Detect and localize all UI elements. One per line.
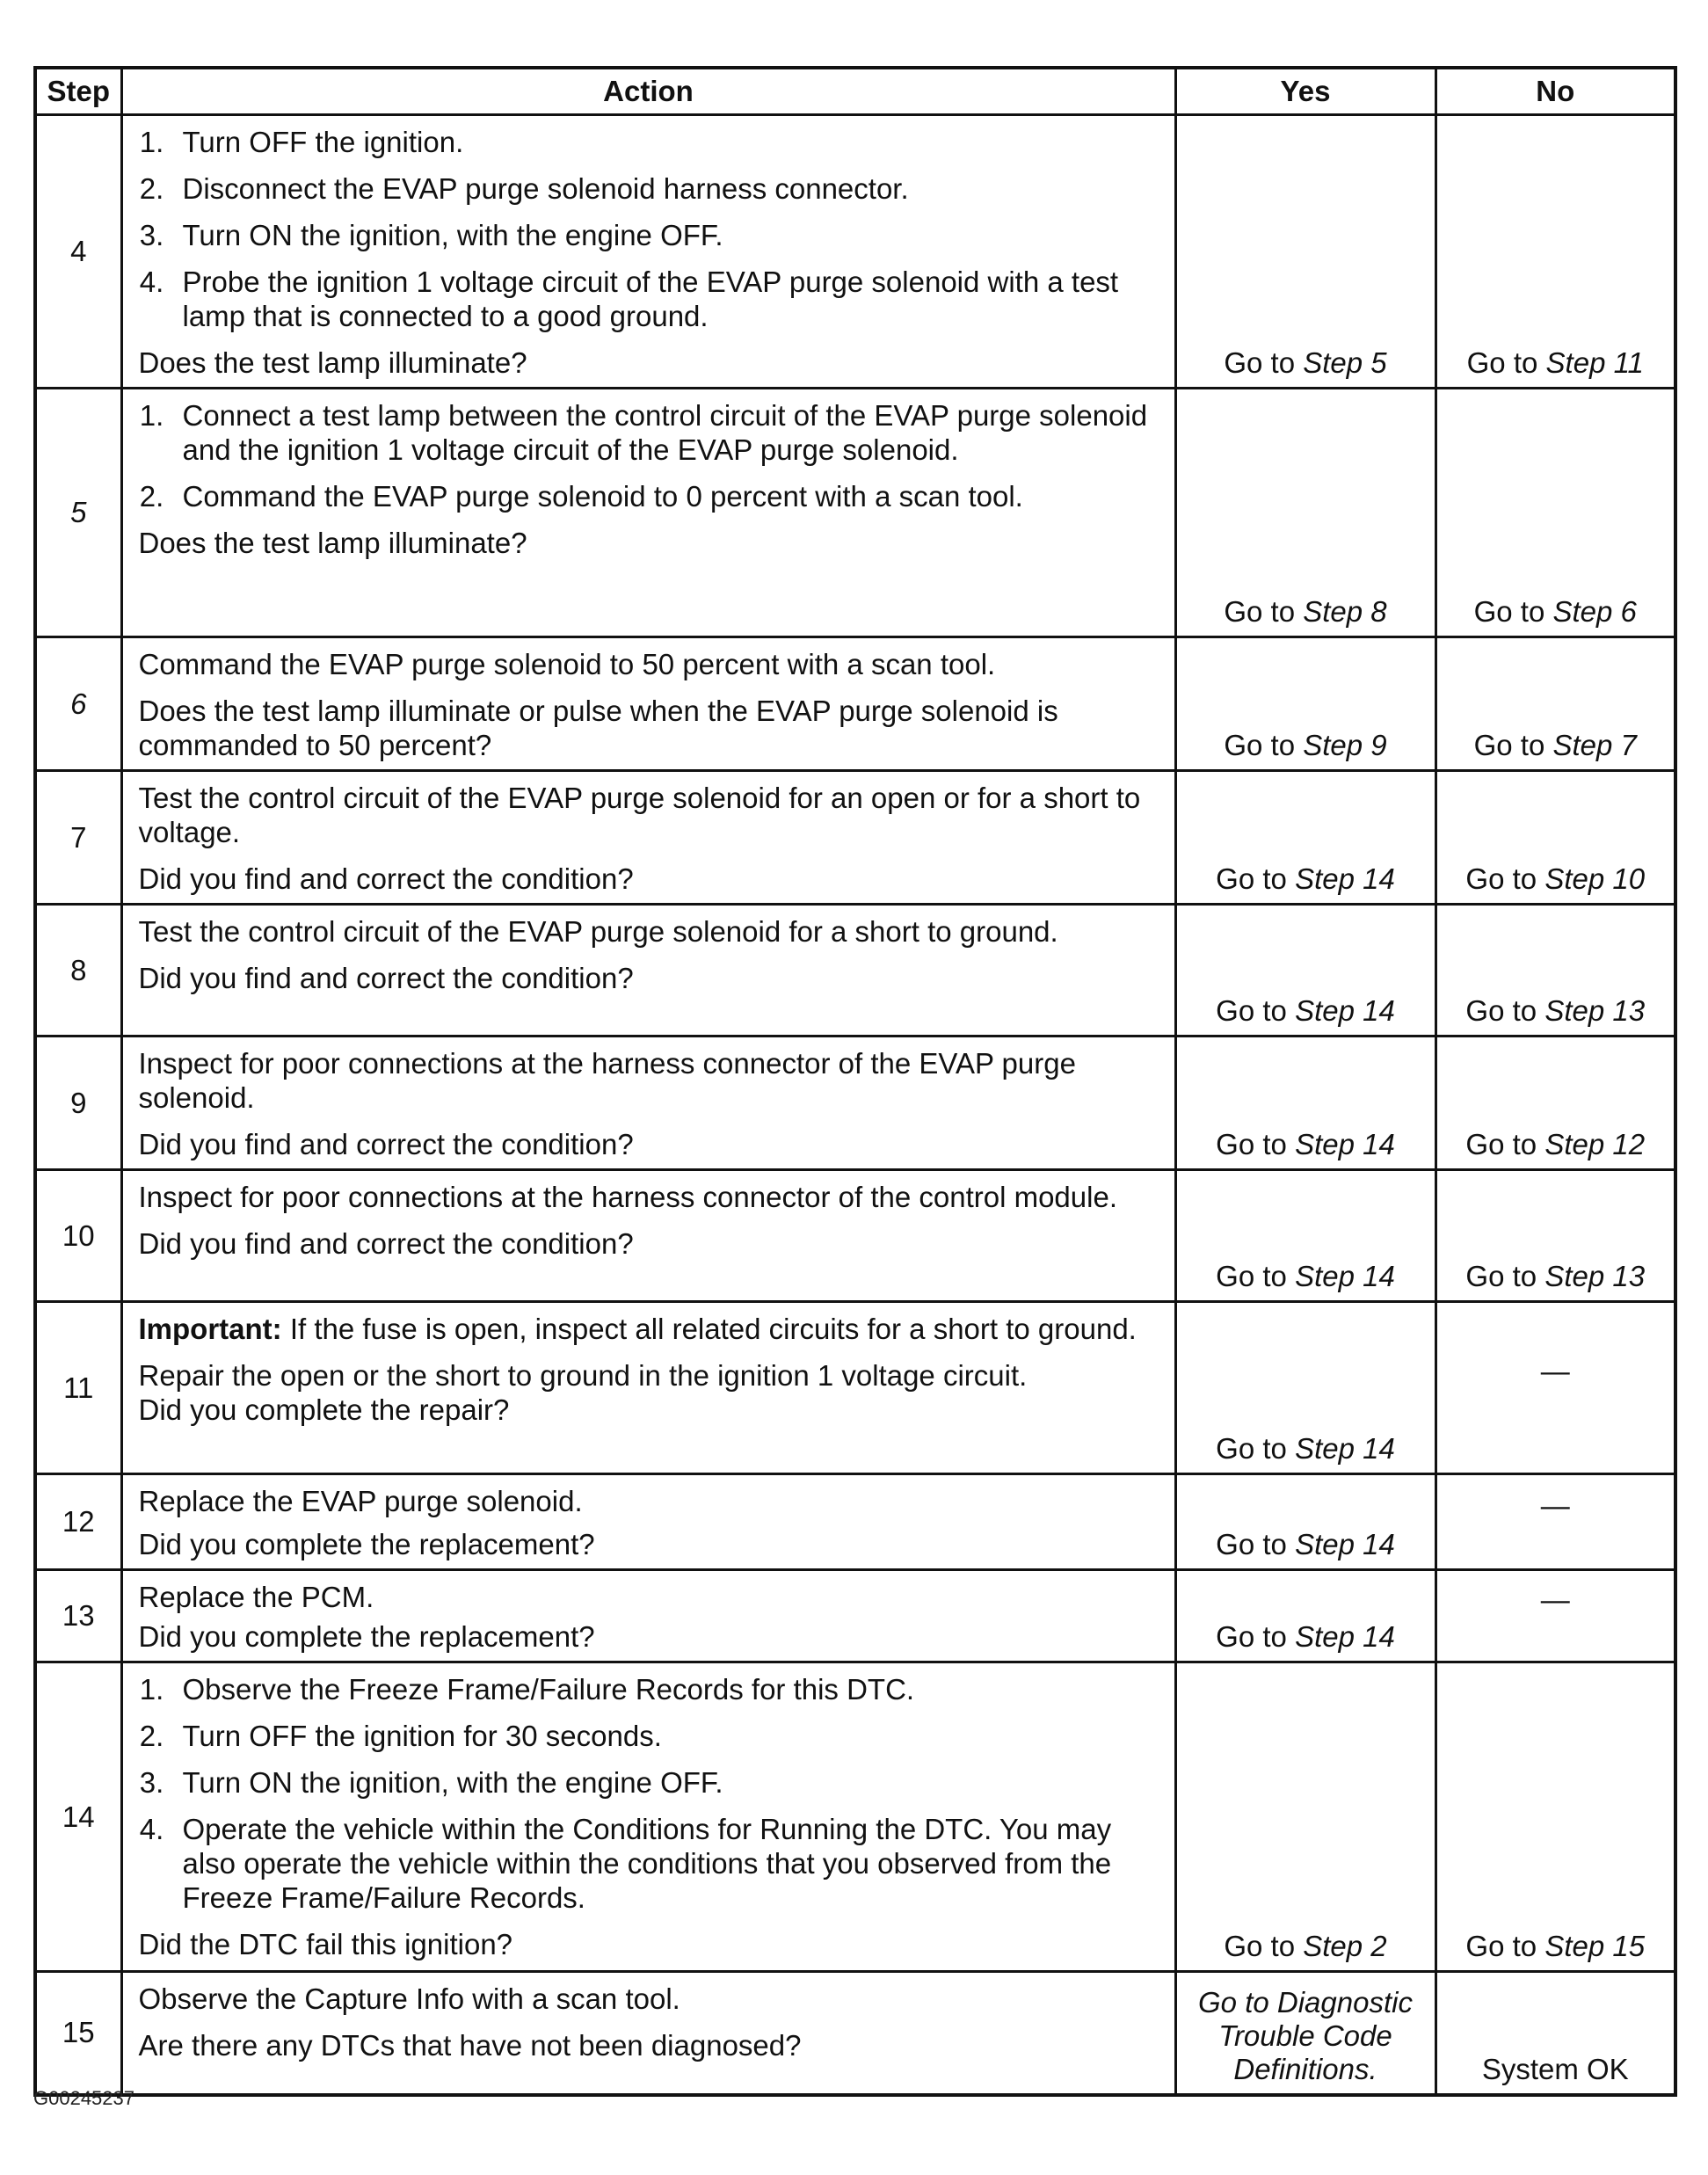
action-question: Did you find and correct the condition? <box>138 962 634 994</box>
action-question: Does the test lamp illuminate? <box>138 346 527 379</box>
table-row-step-4 <box>35 115 1675 389</box>
action-step: 4. Probe the ignition 1 voltage circuit of the EVAP purge solenoid with a test lamp that is connected to a good ground. <box>172 265 1164 333</box>
step-number: 6 <box>35 637 121 771</box>
action-cell <box>121 1037 1175 1170</box>
table-row-step-8 <box>35 905 1675 1037</box>
action-cell <box>121 1662 1175 1972</box>
no-step-link[interactable]: Step 13 <box>1544 1260 1646 1292</box>
step-number: 10 <box>35 1170 121 1302</box>
yes-step-link[interactable]: Step 2 <box>1303 1930 1387 1962</box>
action-question: Did the DTC fail this ignition? <box>138 1928 513 1960</box>
action-question: Did you find and correct the condition? <box>138 1128 634 1160</box>
yes-result[interactable] <box>1175 1972 1435 2095</box>
no-step-link[interactable]: Step 11 <box>1545 346 1644 379</box>
yes-step-link[interactable]: Step 9 <box>1303 729 1387 761</box>
yes-prefix: Go to <box>1216 1620 1296 1653</box>
action-cell <box>121 115 1175 389</box>
diagnostic-table <box>33 66 1677 2097</box>
table-row-step-15 <box>35 1972 1675 2095</box>
action-instruction: Observe the Capture Info with a scan tool. <box>138 1982 680 2015</box>
header-step: Step <box>35 68 121 115</box>
action-question: Did you find and correct the condition? <box>138 1227 634 1260</box>
action-step: 1. Observe the Freeze Frame/Failure Records for this DTC. <box>172 1672 1164 1706</box>
action-instruction: Test the control circuit of the EVAP purge solenoid for a short to ground. <box>138 915 1058 948</box>
action-step: 3. Turn ON the ignition, with the engine OFF. <box>172 218 1164 252</box>
action-question: Did you find and correct the condition? <box>138 862 634 895</box>
yes-step-link[interactable]: Step 5 <box>1303 346 1387 379</box>
step-number: 5 <box>35 389 121 637</box>
no-prefix: Go to <box>1473 595 1553 628</box>
action-step: 4. Operate the vehicle within the Conditions for Running the DTC. You may also operate the vehicle within the conditions that you observed from the Freeze Frame/Failure Records. <box>172 1812 1164 1915</box>
action-instruction: Repair the open or the short to ground in the ignition 1 voltage circuit. <box>138 1359 1028 1392</box>
header-no: No <box>1435 68 1675 115</box>
action-steps-list <box>139 125 1164 333</box>
action-instruction: Command the EVAP purge solenoid to 50 percent with a scan tool. <box>138 648 996 680</box>
no-result: — <box>1435 1302 1675 1474</box>
yes-prefix: Go to <box>1216 1260 1296 1292</box>
action-step: 1. Connect a test lamp between the control circuit of the EVAP purge solenoid and the ignition 1 voltage circuit of the EVAP purge solenoid. <box>172 398 1164 467</box>
yes-link-line[interactable]: Go to Diagnostic <box>1198 1985 1413 2019</box>
action-cell <box>121 389 1175 637</box>
no-result[interactable] <box>1435 1662 1675 1972</box>
no-prefix: Go to <box>1465 1930 1545 1962</box>
no-step-link[interactable]: Step 7 <box>1552 729 1637 761</box>
table-row-step-13 <box>35 1570 1675 1662</box>
action-cell <box>121 1570 1175 1662</box>
yes-step-link[interactable]: Step 8 <box>1303 595 1387 628</box>
yes-step-link[interactable]: Step 14 <box>1295 1432 1395 1465</box>
no-prefix: Go to <box>1466 346 1546 379</box>
yes-prefix: Go to <box>1224 1930 1304 1962</box>
yes-prefix: Go to <box>1216 1128 1296 1160</box>
header-action: Action <box>121 68 1175 115</box>
action-step: 1. Turn OFF the ignition. <box>172 125 1164 159</box>
no-prefix: Go to <box>1465 862 1545 895</box>
table-row-step-10 <box>35 1170 1675 1302</box>
no-result[interactable] <box>1435 1170 1675 1302</box>
no-result[interactable] <box>1435 1037 1675 1170</box>
step-number: 4 <box>35 115 121 389</box>
table-row-step-6 <box>35 637 1675 771</box>
action-question: Are there any DTCs that have not been diagnosed? <box>138 2029 802 2062</box>
yes-result[interactable] <box>1175 389 1435 637</box>
action-step: 2. Disconnect the EVAP purge solenoid harness connector. <box>172 171 1164 206</box>
action-question: Does the test lamp illuminate or pulse when the EVAP purge solenoid is commanded to 50 percent? <box>138 695 1058 761</box>
no-step-link[interactable]: Step 6 <box>1552 595 1637 628</box>
yes-step-link[interactable]: Step 14 <box>1295 1128 1395 1160</box>
yes-prefix: Go to <box>1224 346 1304 379</box>
yes-prefix: Go to <box>1216 1432 1296 1465</box>
action-cell <box>121 637 1175 771</box>
no-result[interactable] <box>1435 771 1675 905</box>
no-prefix: Go to <box>1465 994 1545 1027</box>
yes-prefix: Go to <box>1216 862 1296 895</box>
important-label: Important: <box>138 1313 282 1345</box>
yes-prefix: Go to <box>1224 729 1304 761</box>
step-number: 15 <box>35 1972 121 2095</box>
yes-link-line[interactable]: Definitions. <box>1233 2052 1377 2085</box>
step-number: 8 <box>35 905 121 1037</box>
yes-prefix: Go to <box>1216 994 1296 1027</box>
action-steps-list <box>139 398 1164 513</box>
yes-result[interactable] <box>1175 1302 1435 1474</box>
table-row-step-9 <box>35 1037 1675 1170</box>
no-step-link[interactable]: Step 12 <box>1544 1128 1646 1160</box>
action-step: 2. Command the EVAP purge solenoid to 0 percent with a scan tool. <box>172 479 1164 513</box>
action-cell <box>121 1302 1175 1474</box>
step-number: 7 <box>35 771 121 905</box>
table-row-step-5 <box>35 389 1675 637</box>
action-question: Did you complete the replacement? <box>138 1620 595 1653</box>
no-result: — <box>1435 1474 1675 1570</box>
yes-link-line[interactable]: Trouble Code <box>1218 2019 1392 2052</box>
table-row-step-11 <box>35 1302 1675 1474</box>
action-instruction: Test the control circuit of the EVAP purge solenoid for an open or for a short to voltage. <box>138 782 1141 848</box>
yes-result[interactable] <box>1175 771 1435 905</box>
action-cell <box>121 1972 1175 2095</box>
action-steps-list <box>139 1672 1164 1915</box>
no-result: System OK <box>1435 1972 1675 2095</box>
header-yes: Yes <box>1175 68 1435 115</box>
yes-prefix: Go to <box>1216 1528 1296 1560</box>
no-result[interactable] <box>1435 115 1675 389</box>
action-instruction: Inspect for poor connections at the harness connector of the EVAP purge solenoid. <box>138 1047 1076 1114</box>
step-number: 12 <box>35 1474 121 1570</box>
yes-step-link[interactable]: Step 14 <box>1295 994 1395 1027</box>
step-number: 13 <box>35 1570 121 1662</box>
no-prefix: Go to <box>1465 1128 1545 1160</box>
table-row-step-7 <box>35 771 1675 905</box>
no-result[interactable] <box>1435 389 1675 637</box>
yes-step-link[interactable]: Step 14 <box>1295 862 1395 895</box>
no-prefix: Go to <box>1473 729 1553 761</box>
action-question: Did you complete the replacement? <box>138 1528 595 1560</box>
action-cell <box>121 1474 1175 1570</box>
action-cell <box>121 905 1175 1037</box>
no-step-link[interactable]: Step 13 <box>1544 994 1646 1027</box>
action-step: 3. Turn ON the ignition, with the engine OFF. <box>172 1765 1164 1800</box>
yes-prefix: Go to <box>1224 595 1304 628</box>
yes-result[interactable] <box>1175 1170 1435 1302</box>
no-result[interactable] <box>1435 905 1675 1037</box>
step-number: 9 <box>35 1037 121 1170</box>
no-prefix: Go to <box>1465 1260 1545 1292</box>
important-note <box>139 1312 1164 1346</box>
no-step-link[interactable]: Step 10 <box>1544 862 1646 895</box>
important-text: If the fuse is open, inspect all related circuits for a short to ground. <box>281 1313 1137 1345</box>
yes-result[interactable] <box>1175 637 1435 771</box>
table-row-step-12 <box>35 1474 1675 1570</box>
yes-result[interactable] <box>1175 1662 1435 1972</box>
table-header-row <box>35 68 1675 115</box>
action-question: Did you complete the repair? <box>138 1393 510 1426</box>
yes-result[interactable] <box>1175 1037 1435 1170</box>
action-instruction: Replace the EVAP purge solenoid. <box>138 1485 583 1517</box>
action-instruction: Replace the PCM. <box>138 1581 374 1613</box>
no-result[interactable] <box>1435 637 1675 771</box>
action-step: 2. Turn OFF the ignition for 30 seconds. <box>172 1719 1164 1753</box>
action-cell <box>121 771 1175 905</box>
step-number: 11 <box>35 1302 121 1474</box>
no-step-link[interactable]: Step 15 <box>1544 1930 1646 1962</box>
no-result: — <box>1435 1570 1675 1662</box>
yes-result[interactable] <box>1175 1474 1435 1570</box>
yes-result[interactable] <box>1175 1570 1435 1662</box>
action-question: Does the test lamp illuminate? <box>138 527 527 559</box>
yes-step-link[interactable]: Step 14 <box>1295 1528 1395 1560</box>
figure-id: G00245237 <box>33 2087 134 2109</box>
yes-step-link[interactable]: Step 14 <box>1295 1260 1395 1292</box>
yes-step-link[interactable]: Step 14 <box>1295 1620 1395 1653</box>
yes-result[interactable] <box>1175 905 1435 1037</box>
action-instruction: Inspect for poor connections at the harness connector of the control module. <box>138 1181 1117 1213</box>
action-cell <box>121 1170 1175 1302</box>
yes-result[interactable] <box>1175 115 1435 389</box>
table-row-step-14 <box>35 1662 1675 1972</box>
step-number: 14 <box>35 1662 121 1972</box>
